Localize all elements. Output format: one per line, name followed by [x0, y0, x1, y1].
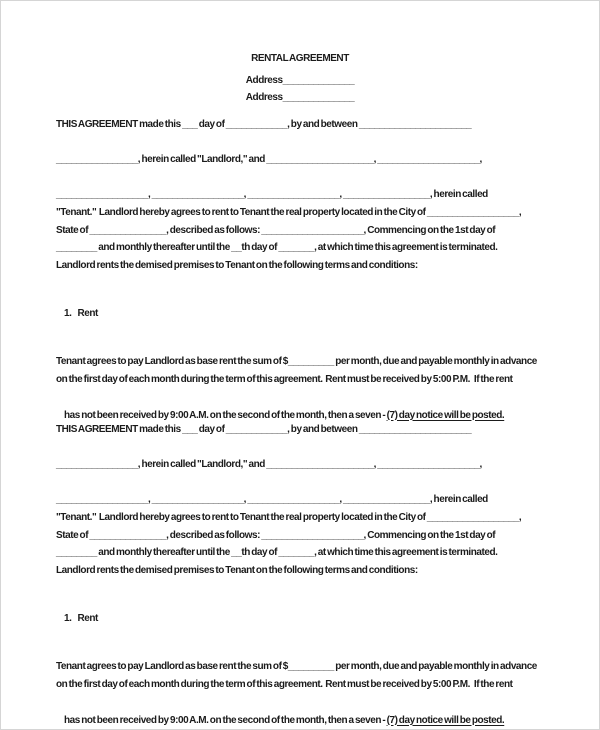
document-header [1, 50, 599, 107]
state-line: State of _______________, described as follows: ____________________, Commencing on the 1st day of [56, 529, 496, 541]
notice-underlined-text: (7) day notice will be posted. [386, 409, 505, 421]
tenant-line: "Tenant." Landlord hereby agrees to rent to Tenant the real property located in the City of __________________, [56, 206, 522, 218]
notice-underlined-text: (7) day notice will be posted. [386, 714, 505, 726]
section-title: Rent [77, 307, 98, 319]
section-1-heading [56, 592, 548, 645]
section-title: Rent [77, 612, 98, 624]
section-number: 1. [63, 307, 72, 319]
term-line: ________ and monthly thereafter until the __th day of _______, at which time this agreement is terminated. [56, 242, 498, 254]
rent-clause-line-3-text: has not been received by 9:00 A.M. on the second of the month, then a seven - [63, 409, 387, 421]
address-line-2: Address______________ [245, 92, 355, 104]
intro-line: THIS AGREEMENT made this ___ day of ____________, by and between ______________________ [56, 424, 472, 435]
rent-clause-line-2: on the first day of each month during the term of this agreement. Rent must be received by 5:00 P.M. If the rent [56, 374, 513, 386]
rent-clause-line-3-text: has not been received by 9:00 A.M. on the second of the month, then a seven - [63, 714, 387, 726]
rent-clause-line-1: Tenant agrees to pay Landlord as base rent the sum of $_________ per month, due and payable monthly in advance [56, 356, 537, 368]
section-1-heading [56, 287, 548, 340]
rent-clause-line-2: on the first day of each month during the term of this agreement. Rent must be received by 5:00 P.M. If the rent [56, 679, 513, 691]
term-line: ________ and monthly thereafter until the __th day of _______, at which time this agreement is terminated. [56, 547, 498, 559]
document-title: RENTAL AGREEMENT [251, 53, 349, 64]
agreement-block-1 [56, 116, 548, 442]
address-line-1: Address______________ [245, 74, 355, 86]
rent-clause-line-1: Tenant agrees to pay Landlord as base rent the sum of $_________ per month, due and payable monthly in advance [56, 661, 537, 673]
intro-line: THIS AGREEMENT made this ___ day of ____________, by and between ______________________ [56, 119, 472, 130]
landlord-line: ________________, herein called "Landlord," and _____________________, ____________________, [56, 154, 482, 166]
parties-blanks-line: __________________, __________________, __________________, _________________, herein called [56, 494, 488, 506]
agreement-block-2 [56, 421, 548, 730]
tenant-line: "Tenant." Landlord hereby agrees to rent to Tenant the real property located in the City of __________________, [56, 511, 522, 523]
conditions-line: Landlord rents the demised premises to Tenant on the following terms and conditions: [56, 260, 418, 271]
landlord-line: ________________, herein called "Landlord," and _____________________, ____________________, [56, 459, 482, 471]
state-line: State of _______________, described as follows: ____________________, Commencing on the 1st day of [56, 224, 496, 236]
rent-clause-line-3 [56, 694, 548, 730]
section-number: 1. [63, 612, 72, 624]
conditions-line: Landlord rents the demised premises to Tenant on the following terms and conditions: [56, 565, 418, 576]
parties-blanks-line: __________________, __________________, __________________, _________________, herein called [56, 189, 488, 201]
